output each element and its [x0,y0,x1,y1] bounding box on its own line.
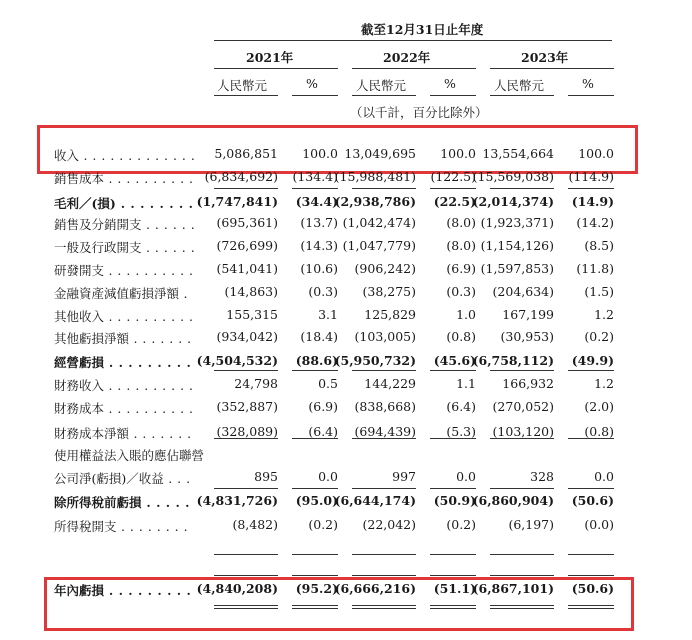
row-value: (0.2) [584,329,614,344]
col-pct-2023: % [582,76,594,91]
row-value: (906,242) [354,261,416,276]
row-value: 166,932 [502,376,554,391]
row-associates-line1 [0,443,692,466]
row-value: (1,747,841) [196,194,278,209]
period-heading: 截至12月31日止年度 [361,22,484,37]
subtotal-rule [352,438,416,439]
subtotal-rule [490,554,554,555]
row-value: (0.2) [446,517,476,532]
col-rmb-2023: 人民幣元 [494,78,545,93]
row-label: 毛利／(損) . . . [54,194,196,213]
col-rule-6 [568,95,614,96]
row-value: 997 [392,469,416,484]
row-label: 財務收入 . . . [54,376,196,395]
subtotal-rule [430,488,476,489]
row-value: (50.6) [571,581,614,596]
col-rmb-2021: 人民幣元 [217,78,268,93]
row-value: (34.4) [295,194,338,209]
col-pct-2022: % [444,76,456,91]
row-value: (0.3) [446,284,476,299]
row-value: 167,199 [502,307,554,322]
subtotal-rule [352,488,416,489]
row-value: (838,668) [354,399,416,414]
row-value: (10.6) [300,261,338,276]
row-value: 125,829 [364,307,416,322]
row-value: (11.8) [576,261,614,276]
subtotal-rule [430,554,476,555]
row-value: 0.0 [594,469,614,484]
row-gross-loss [0,191,692,214]
double-underline [430,605,476,606]
year-2023: 2023年 [521,50,569,65]
row-value: (13.7) [300,215,338,230]
row-value: (6,644,174) [334,493,416,508]
row-value: (5,950,732) [334,353,416,368]
subtotal-rule [214,488,278,489]
row-value: (0.0) [584,517,614,532]
subtotal-rule [292,488,338,489]
row-value: (38,275) [362,284,416,299]
row-label: 研發開支 . . . [54,261,196,280]
row-value: 144,229 [364,376,416,391]
row-value: (15,988,481) [334,169,416,184]
row-value: (1,042,474) [342,215,416,230]
subtotal-rule [490,575,554,576]
subtotal-rule [490,488,554,489]
row-value: 100.0 [440,146,476,161]
row-value: (103,005) [354,329,416,344]
subtotal-rule [430,370,476,371]
row-value: (14.2) [576,215,614,230]
row-value: 0.5 [318,376,338,391]
subtotal-rule [214,188,278,189]
row-value: (541,041) [216,261,278,276]
row-label: 經營虧損 . . . [54,353,196,372]
row-finance-costs [0,396,692,419]
row-value: (15,569,038) [472,169,554,184]
row-value: 13,049,695 [344,146,416,161]
subtotal-rule [214,370,278,371]
year-rule-2023 [490,68,614,69]
col-rule-5 [490,95,554,96]
row-label: 財務成本淨額 . . . [54,424,196,443]
col-rule-2 [292,95,338,96]
row-value: (204,634) [492,284,554,299]
row-value: 895 [254,469,278,484]
subtotal-rule [352,575,416,576]
row-value: (934,042) [216,329,278,344]
double-underline [568,608,614,609]
row-label: 所得稅開支 . . . [54,517,196,536]
subtotal-rule [568,554,614,555]
subtotal-rule [292,554,338,555]
row-value: (4,840,208) [196,581,278,596]
row-value: (8.0) [446,215,476,230]
row-value: (5.3) [446,424,476,439]
row-value: (4,831,726) [196,493,278,508]
row-value: (6,860,904) [472,493,554,508]
row-value: (4,504,532) [196,353,278,368]
row-value: (328,089) [216,424,278,439]
row-value: 0.0 [318,469,338,484]
row-label: 其他虧損淨額 . . . [54,329,196,348]
col-rmb-2022: 人民幣元 [356,78,407,93]
row-value: 13,554,664 [482,146,554,161]
row-value: (95.0) [295,493,338,508]
subtotal-rule [292,438,338,439]
row-label: 一般及行政開支 . . . [54,238,196,257]
row-value: (122.5) [430,169,476,184]
row-value: 100.0 [302,146,338,161]
row-value: (88.6) [295,353,338,368]
subtotal-rule [568,370,614,371]
row-value: (352,887) [216,399,278,414]
row-value: (0.3) [308,284,338,299]
double-underline [352,608,416,609]
double-underline [292,608,338,609]
row-value: (1,923,371) [480,215,554,230]
row-value: (726,699) [216,238,278,253]
row-value: 155,315 [226,307,278,322]
row-value: (0.2) [308,517,338,532]
row-label: 公司淨(虧損)／收益 . . . [54,469,196,488]
unit-note: （以千計，百分比除外） [350,105,488,120]
double-underline [430,608,476,609]
row-value: (0.8) [584,424,614,439]
row-value: (14,863) [224,284,278,299]
row-value: (1,047,779) [342,238,416,253]
row-value: (6.9) [308,399,338,414]
subtotal-rule [352,554,416,555]
row-value: (50.6) [571,493,614,508]
row-value: (2.0) [584,399,614,414]
row-value: 1.2 [594,307,614,322]
subtotal-rule [490,370,554,371]
row-value: (6,867,101) [472,581,554,596]
row-value: 1.2 [594,376,614,391]
subtotal-rule [490,188,554,189]
year-rule-2021 [214,68,338,69]
row-admin-expenses [0,235,692,258]
row-value: (694,439) [354,424,416,439]
row-value: (2,938,786) [334,194,416,209]
row-value: (6.4) [308,424,338,439]
row-value: (30,953) [500,329,554,344]
row-net-finance-costs [0,421,692,444]
row-value: (1,154,126) [480,238,554,253]
double-underline [214,608,278,609]
row-value: (6.9) [446,261,476,276]
row-label: 除所得稅前虧損 . . . [54,493,196,512]
row-value: (695,361) [216,215,278,230]
row-value: 3.1 [318,307,338,322]
row-value: (95.2) [295,581,338,596]
col-pct-2021: % [306,76,318,91]
subtotal-rule [352,370,416,371]
subtotal-rule [568,488,614,489]
row-value: (1.5) [584,284,614,299]
row-revenue [0,143,692,166]
row-value: 1.1 [456,376,476,391]
row-value: (8.5) [584,238,614,253]
row-label: 金融資產減值虧損淨額 . . . [54,284,196,303]
col-rule-1 [214,95,278,96]
row-income-tax [0,514,692,537]
row-finance-income [0,373,692,396]
year-2022: 2022年 [383,50,431,65]
subtotal-rule [568,575,614,576]
subtotal-rule [292,188,338,189]
row-value: (51.1) [433,581,476,596]
row-value: (6,758,112) [472,353,554,368]
subtotal-rule [214,554,278,555]
row-value: (6,834,692) [204,169,278,184]
subtotal-rule [292,370,338,371]
row-other-losses [0,326,692,349]
row-value: 5,086,851 [214,146,278,161]
row-value: (8.0) [446,238,476,253]
col-rule-4 [430,95,476,96]
double-underline [214,605,278,606]
year-2021: 2021年 [246,50,294,65]
row-label: 年內虧損 . . . [54,581,196,600]
row-value: (18.4) [300,329,338,344]
row-associates-line2 [0,466,692,489]
col-rule-3 [352,95,416,96]
row-value: (45.6) [433,353,476,368]
row-label: 銷售成本 . . . [54,169,196,188]
row-value: (0.8) [446,329,476,344]
double-underline [490,605,554,606]
row-value: (14.9) [571,194,614,209]
row-value: (1,597,853) [480,261,554,276]
row-impairment-loss [0,281,692,304]
row-label: 銷售及分銷開支 . . . [54,215,196,234]
subtotal-rule [568,188,614,189]
row-label: 財務成本 . . . [54,399,196,418]
row-value: (14.3) [300,238,338,253]
row-value: (6.4) [446,399,476,414]
double-underline [352,605,416,606]
row-value: (50.9) [433,493,476,508]
row-label: 使用權益法入賬的應佔聯營 [54,448,205,463]
row-label: 其他收入 . . . [54,307,196,326]
subtotal-rule [568,438,614,439]
row-label: 收入 . . . [54,146,196,165]
double-underline [568,605,614,606]
row-value: (134.4) [292,169,338,184]
subtotal-rule [430,438,476,439]
row-value: (22.5) [433,194,476,209]
row-cost-of-sales [0,166,692,189]
row-value: (8,482) [232,517,278,532]
subtotal-rule [292,575,338,576]
row-value: (103,120) [492,424,554,439]
row-rd-expenses [0,258,692,281]
subtotal-rule [214,438,278,439]
row-value: (270,052) [492,399,554,414]
subtotal-rule [430,188,476,189]
row-value: (6,197) [508,517,554,532]
year-rule-2022 [352,68,476,69]
row-value: 328 [530,469,554,484]
row-value: 1.0 [456,307,476,322]
row-value: (6,666,216) [334,581,416,596]
row-value: (114.9) [568,169,614,184]
double-underline [490,608,554,609]
row-value: (22,042) [362,517,416,532]
row-value: (49.9) [571,353,614,368]
row-loss-before-tax [0,490,692,513]
row-loss-for-year [0,578,692,601]
subtotal-rule [214,575,278,576]
row-value: 100.0 [578,146,614,161]
subtotal-rule [430,575,476,576]
period-rule [214,40,612,41]
subtotal-rule [490,438,554,439]
row-value: (2,014,374) [472,194,554,209]
row-value: 0.0 [456,469,476,484]
double-underline [292,605,338,606]
row-other-income [0,304,692,327]
subtotal-rule [352,188,416,189]
row-selling-expenses [0,212,692,235]
row-value: 24,798 [234,376,278,391]
